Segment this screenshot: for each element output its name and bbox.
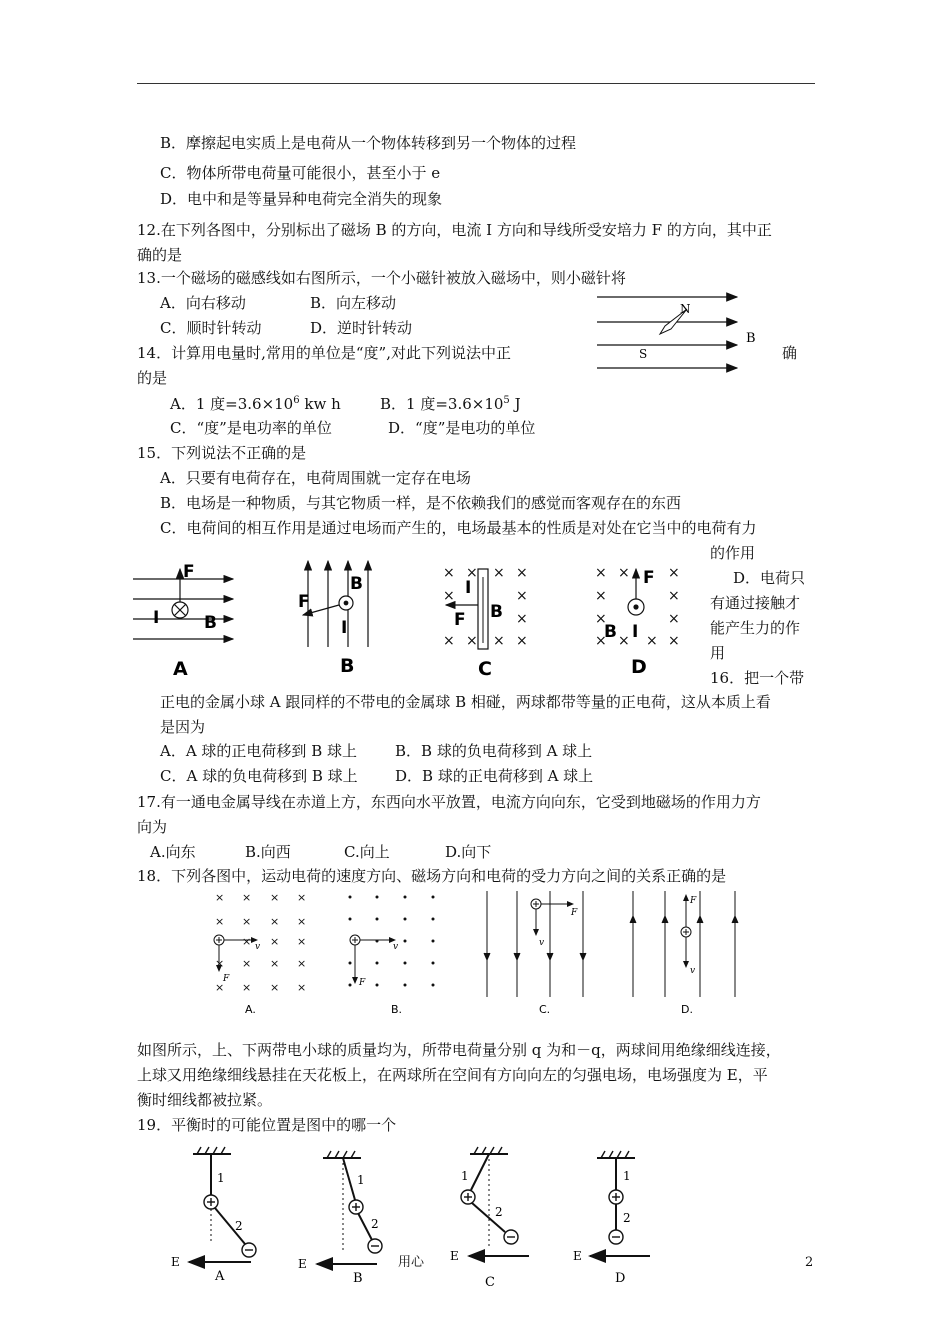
q14-option-b: B．1 度$=3.6\times 10^5$ J xyxy=(380,395,521,413)
fig-a-force-label: F xyxy=(183,562,195,582)
fig-d-force-label: F xyxy=(690,896,697,906)
q15-option-d-line2: 有通过接触才 xyxy=(710,594,801,612)
svg-text:×: × xyxy=(595,633,607,649)
q19-intro-line3: 衡时细线都被拉紧。 xyxy=(137,1091,273,1109)
fig-a-string1-label: 1 xyxy=(217,1171,225,1185)
svg-text:×: × xyxy=(270,981,280,994)
q18-stem: 18．下列各图中，运动电荷的速度方向、磁场方向和电荷的受力方向之间的关系正确的是 xyxy=(137,867,727,885)
fig-c-string1-label: 1 xyxy=(461,1169,469,1183)
q17-option-d: D.向下 xyxy=(445,843,492,861)
svg-text:×: × xyxy=(466,565,478,581)
svg-text:×: × xyxy=(270,957,280,970)
fig-b-velocity-label: v xyxy=(393,942,399,952)
q19-stem: 19．平衡时的可能位置是图中的哪一个 xyxy=(137,1116,397,1134)
fig-b-force-label: F xyxy=(298,592,310,612)
q16-option-b: B．B 球的负电荷移到 A 球上 xyxy=(395,742,593,760)
svg-text:×: × xyxy=(215,891,225,904)
fig-a-current-label: I xyxy=(153,608,160,628)
svg-text:×: × xyxy=(297,981,307,994)
q19-intro-line2: 上球又用绝缘细线悬挂在天花板上，在两球所在空间有方向向左的匀强电场，电场强度为 E，平 xyxy=(137,1066,768,1084)
q13-stem: 13.一个磁场的磁感线如右图所示，一个小磁针被放入磁场中，则小磁针将 xyxy=(137,269,626,287)
fig-d-string2-label: 2 xyxy=(623,1211,631,1225)
fig-c-caption: C. xyxy=(539,1003,551,1016)
fig-b-string1-label: 1 xyxy=(357,1173,365,1187)
page-number: 2 xyxy=(805,1255,814,1270)
fig-c-caption: C xyxy=(478,658,492,680)
q11-option-d: D．电中和是等量异种电荷完全消失的现象 xyxy=(160,190,443,208)
svg-text:×: × xyxy=(493,565,505,581)
fig-d-current-label: I xyxy=(632,622,639,642)
fig-c-force-label: F xyxy=(454,610,466,630)
fig-c-string2-label: 2 xyxy=(495,1205,503,1219)
q17-stem-line1: 17.有一通电金属导线在赤道上方，东西向水平放置，电流方向向东，它受到地磁场的作用力方 xyxy=(137,793,761,811)
q15-option-d-line3: 能产生力的作 xyxy=(710,619,801,637)
header-rule xyxy=(137,83,815,84)
svg-text:×: × xyxy=(668,633,680,649)
q13-option-a: A．向右移动 xyxy=(160,294,246,312)
q13-option-b: B．向左移动 xyxy=(310,294,397,312)
q19-figure-d xyxy=(590,1151,650,1256)
q12-stem-line2: 确的是 xyxy=(137,246,183,264)
svg-text:×: × xyxy=(618,633,630,649)
q13-option-c: C．顺时针转动 xyxy=(160,319,262,337)
needle-south-label: S xyxy=(639,347,648,361)
fig-d-string1-label: 1 xyxy=(623,1169,631,1183)
svg-text:×: × xyxy=(270,935,280,948)
fig-a-caption: A. xyxy=(245,1003,256,1016)
svg-text:×: × xyxy=(242,935,252,948)
svg-text:×: × xyxy=(297,935,307,948)
q15-stem: 15．下列说法不正确的是 xyxy=(137,444,307,462)
svg-text:×: × xyxy=(466,633,478,649)
fig-d-caption: D xyxy=(631,656,647,678)
fig-a-force-label: F xyxy=(223,974,230,984)
svg-text:×: × xyxy=(270,915,280,928)
svg-text:×: × xyxy=(297,891,307,904)
q17-stem-line2: 向为 xyxy=(137,818,168,836)
fig-a-field-label: B xyxy=(204,613,217,633)
q19-figure-a xyxy=(189,1147,256,1262)
svg-text:×: × xyxy=(516,611,528,627)
fig-d-caption: D. xyxy=(681,1003,693,1016)
svg-text:×: × xyxy=(242,891,252,904)
svg-text:×: × xyxy=(595,611,607,627)
q17-option-a: A.向东 xyxy=(150,843,196,861)
fig-b-caption: B. xyxy=(391,1003,403,1016)
field-lines xyxy=(597,297,737,368)
q18-figure-c xyxy=(484,891,586,997)
svg-text:×: × xyxy=(215,981,225,994)
field-b-label: B xyxy=(746,331,756,346)
fig-d-caption: D xyxy=(615,1271,626,1286)
q19-intro-line1: 如图所示，上、下两带电小球的质量均为，所带电荷量分别 q 为和－q，两球间用绝缘细线连接， xyxy=(137,1041,781,1059)
q15-option-b: B．电场是一种物质，与其它物质一样，是不依赖我们的感觉而客观存在的东西 xyxy=(160,494,682,512)
q12-figures xyxy=(128,555,698,685)
q14-stem-tail: 确 xyxy=(782,344,798,362)
q16-option-a: A．A 球的正电荷移到 B 球上 xyxy=(160,742,357,760)
svg-text:×: × xyxy=(618,565,630,581)
fig-a-string2-label: 2 xyxy=(235,1219,243,1233)
q14-stem-line2: 的是 xyxy=(137,369,168,387)
q14-option-a: A．1 度$=3.6\times 10^6$ kw h xyxy=(170,395,341,413)
fig-b-caption: B xyxy=(340,655,355,677)
fig-b-current-label: I xyxy=(341,618,348,638)
q15-option-a: A．只要有电荷存在，电荷周围就一定存在电场 xyxy=(160,469,471,487)
svg-text:×: × xyxy=(443,565,455,581)
q17-option-b: B.向西 xyxy=(245,843,291,861)
q11-option-b: B．摩擦起电实质上是电荷从一个物体转移到另一个物体的过程 xyxy=(160,134,577,152)
svg-text:×: × xyxy=(516,588,528,604)
q15-option-c-line2: 的作用 xyxy=(710,544,756,562)
q14-option-d: D．“度”是电功的单位 xyxy=(388,419,536,437)
q16-option-c: C．A 球的负电荷移到 B 球上 xyxy=(160,767,358,785)
svg-text:×: × xyxy=(242,915,252,928)
svg-text:×: × xyxy=(516,633,528,649)
fig-b-caption: B xyxy=(353,1271,363,1286)
q18-figure-d xyxy=(630,891,738,997)
svg-text:×: × xyxy=(668,588,680,604)
q16-stem-line3: 是因为 xyxy=(160,718,206,736)
fig-b-force-label: F xyxy=(359,978,366,988)
fig-d-velocity-label: v xyxy=(690,966,696,976)
svg-text:×: × xyxy=(493,633,505,649)
fig-a-caption: A xyxy=(215,1269,225,1284)
footer-text: 用心 xyxy=(398,1255,425,1270)
fig-c-caption: C xyxy=(485,1275,495,1290)
svg-text:×: × xyxy=(242,957,252,970)
q16-stem-line2: 正电的金属小球 A 跟同样的不带电的金属球 B 相碰，两球都带等量的正电荷，这从本质上看 xyxy=(160,693,771,711)
fig-c-current-label: I xyxy=(465,578,472,598)
svg-text:×: × xyxy=(270,891,280,904)
fig-b-field-label: E xyxy=(298,1257,307,1271)
fig-a-velocity-label: v xyxy=(255,942,261,952)
q18-figure-b xyxy=(349,896,435,987)
fig-b-field-label: B xyxy=(350,574,363,594)
svg-text:×: × xyxy=(215,915,225,928)
q19-figure-c xyxy=(461,1147,529,1256)
fig-d-force-label: F xyxy=(643,568,655,588)
svg-text:×: × xyxy=(595,588,607,604)
svg-text:×: × xyxy=(595,565,607,581)
svg-text:×: × xyxy=(242,981,252,994)
q16-option-d: D．B 球的正电荷移到 A 球上 xyxy=(395,767,594,785)
svg-text:×: × xyxy=(516,565,528,581)
q13-magnetic-field-figure xyxy=(592,285,772,380)
fig-c-field-label: B xyxy=(490,602,503,622)
q15-option-d-line1: D．电荷只 xyxy=(733,569,806,587)
q16-stem-line1: 16．把一个带 xyxy=(710,669,805,687)
fig-c-field-label: E xyxy=(450,1249,459,1263)
svg-text:×: × xyxy=(443,588,455,604)
svg-text:×: × xyxy=(215,957,225,970)
q14-stem-line1: 14．计算用电量时,常用的单位是“度”,对此下列说法中正 xyxy=(137,344,511,362)
svg-text:×: × xyxy=(668,565,680,581)
q19-figure-b xyxy=(317,1151,382,1264)
fig-d-field-label: E xyxy=(573,1249,582,1263)
fig-a-field-label: E xyxy=(171,1255,180,1269)
q18-figures xyxy=(205,887,750,1017)
fig-a-caption: A xyxy=(173,658,188,680)
fig-c-velocity-label: v xyxy=(539,938,545,948)
svg-text:×: × xyxy=(443,633,455,649)
q14-option-c: C．“度”是电功率的单位 xyxy=(170,419,332,437)
q15-option-c-line1: C．电荷间的相互作用是通过电场而产生的，电场最基本的性质是对处在它当中的电荷有力 xyxy=(160,519,757,537)
svg-text:×: × xyxy=(297,915,307,928)
svg-text:×: × xyxy=(297,957,307,970)
q17-option-c: C.向上 xyxy=(344,843,390,861)
q15-option-d-line4: 用 xyxy=(710,644,726,662)
svg-text:×: × xyxy=(668,611,680,627)
svg-text:×: × xyxy=(646,633,658,649)
fig-c-force-label: F xyxy=(571,908,578,918)
needle-north-label: N xyxy=(680,302,691,316)
q13-option-d: D．逆时针转动 xyxy=(310,319,413,337)
q11-option-c: C．物体所带电荷量可能很小，甚至小于 e xyxy=(160,164,441,182)
q12-stem-line1: 12.在下列各图中，分别标出了磁场 B 的方向，电流 I 方向和导线所受安培力 F 的方向，其中正 xyxy=(137,221,772,239)
fig-b-string2-label: 2 xyxy=(371,1217,379,1231)
fig-d-field-label: B xyxy=(604,622,617,642)
